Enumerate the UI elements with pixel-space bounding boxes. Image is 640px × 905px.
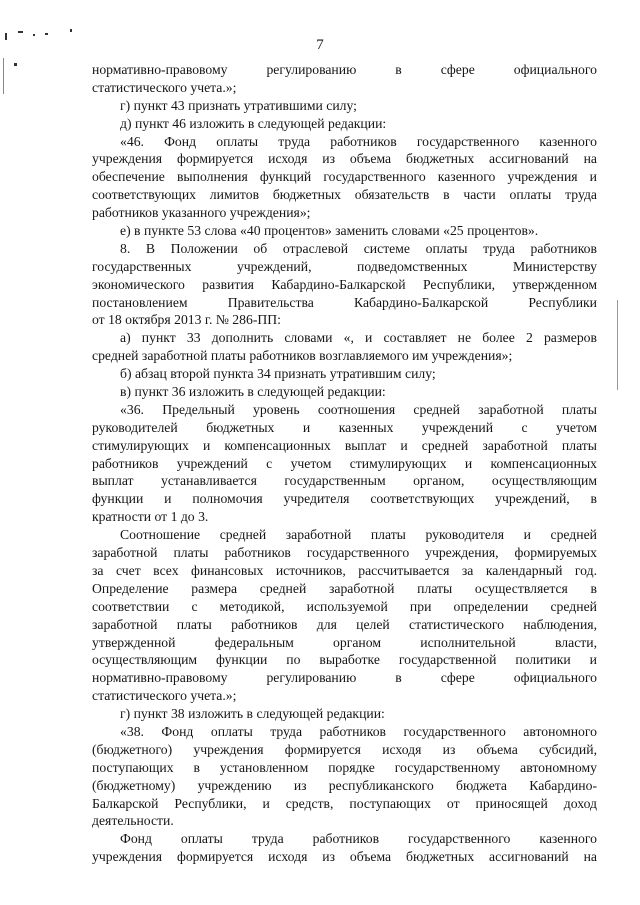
text-line: осуществляющим функции по выработке государственной политики и <box>92 652 597 668</box>
text-line: 8. В Положении об отраслевой системе оплаты труда работников <box>120 240 597 256</box>
text-line: Фонд оплаты труда работников государственного казенного <box>120 831 597 847</box>
page-number: 7 <box>316 37 324 53</box>
text-line: учреждения формируется исходя из объема бюджетных ассигнований на <box>92 151 597 167</box>
text-line: кратности от 1 до 3. <box>92 509 209 525</box>
text-line: деятельности. <box>92 813 174 829</box>
text-line: соответствии с методикой, используемой при определении средней <box>92 598 597 614</box>
text-line: средней заработной платы работников возглавляемого им учреждения»; <box>92 348 513 364</box>
text-line: статистического учета.»; <box>92 688 237 704</box>
text-line: Определение размера средней заработной платы осуществляется в <box>92 580 597 596</box>
text-line: г) пункт 38 изложить в следующей редакции: <box>120 706 385 722</box>
text-line: руководителей бюджетных и казенных учреждений с учетом <box>92 419 597 435</box>
text-line: функции и полномочия учредителя соответствующих учреждений, в <box>92 491 597 507</box>
scan-mark <box>70 29 72 32</box>
scan-mark <box>33 34 35 36</box>
scan-edge-line <box>3 58 4 94</box>
text-line: е) в пункте 53 слова «40 процентов» заменить словами «25 процентов». <box>120 223 539 239</box>
text-line: «38. Фонд оплаты труда работников государственного автономного <box>120 723 597 739</box>
scan-mark <box>14 63 17 66</box>
text-line: соответствующих лимитов бюджетных обязательств в части оплаты труда <box>92 187 597 203</box>
text-line: статистического учета.»; <box>92 79 237 95</box>
text-line: а) пункт 33 дополнить словами «, и составляет не более 2 размеров <box>120 330 597 346</box>
text-line: от 18 октября 2013 г. № 286-ПП: <box>92 312 281 328</box>
text-line: б) абзац второй пункта 34 признать утратившим силу; <box>120 366 436 382</box>
text-line: учреждения формируется исходя из объема бюджетных ассигнований на <box>92 849 597 865</box>
text-line: работников учреждений с учетом стимулирующих и компенсационных <box>92 455 597 471</box>
scan-mark <box>18 31 23 33</box>
text-line: в) пункт 36 изложить в следующей редакции: <box>120 384 386 400</box>
text-line: выплат устанавливается государственным органом, осуществляющим <box>92 473 597 489</box>
text-line: (бюджетного) учреждения формируется исходя из объема субсидий, <box>92 741 597 757</box>
text-line: постановлением Правительства Кабардино-Балкарской Республики <box>92 294 597 310</box>
text-line: поступающих в установленном порядке государственному автономному <box>92 759 597 775</box>
text-line: заработной платы работников для целей статистического наблюдения, <box>92 616 597 632</box>
text-line: за счет всех финансовых источников, рассчитывается за календарный год. <box>92 562 597 578</box>
text-line: д) пункт 46 изложить в следующей редакции: <box>120 115 387 131</box>
document-body <box>92 61 597 866</box>
text-line: государственных учреждений, подведомственных Министерству <box>92 258 597 274</box>
scan-edge-line <box>617 300 618 390</box>
text-line: Балкарской Республики, и средств, поступающих от приносящей доход <box>92 795 597 811</box>
scan-mark <box>45 33 48 35</box>
text-line: «36. Предельный уровень соотношения средней заработной платы <box>120 401 597 417</box>
text-line: обеспечение выполнения функций государственного казенного учреждения и <box>92 169 597 185</box>
text-line: работников указанного учреждения»; <box>92 205 311 221</box>
text-line: Соотношение средней заработной платы руководителя и средней <box>120 527 597 543</box>
text-line: заработной платы работников государственного учреждения, формируемых <box>92 545 597 561</box>
text-line: нормативно-правовому регулированию в сфере официального <box>92 670 597 686</box>
text-line: утвержденной федеральным органом исполнительной власти, <box>92 634 597 650</box>
text-line: (бюджетному) учреждению из республиканского бюджета Кабардино- <box>92 777 597 793</box>
text-line: экономического развития Кабардино-Балкарской Республики, утвержденном <box>92 276 597 292</box>
text-line: стимулирующих и компенсационных выплат и средней заработной платы <box>92 437 597 453</box>
text-line: г) пункт 43 признать утратившими силу; <box>120 97 357 113</box>
text-line: нормативно-правовому регулированию в сфере официального <box>92 62 597 77</box>
text-line: «46. Фонд оплаты труда работников государственного казенного <box>120 133 597 149</box>
